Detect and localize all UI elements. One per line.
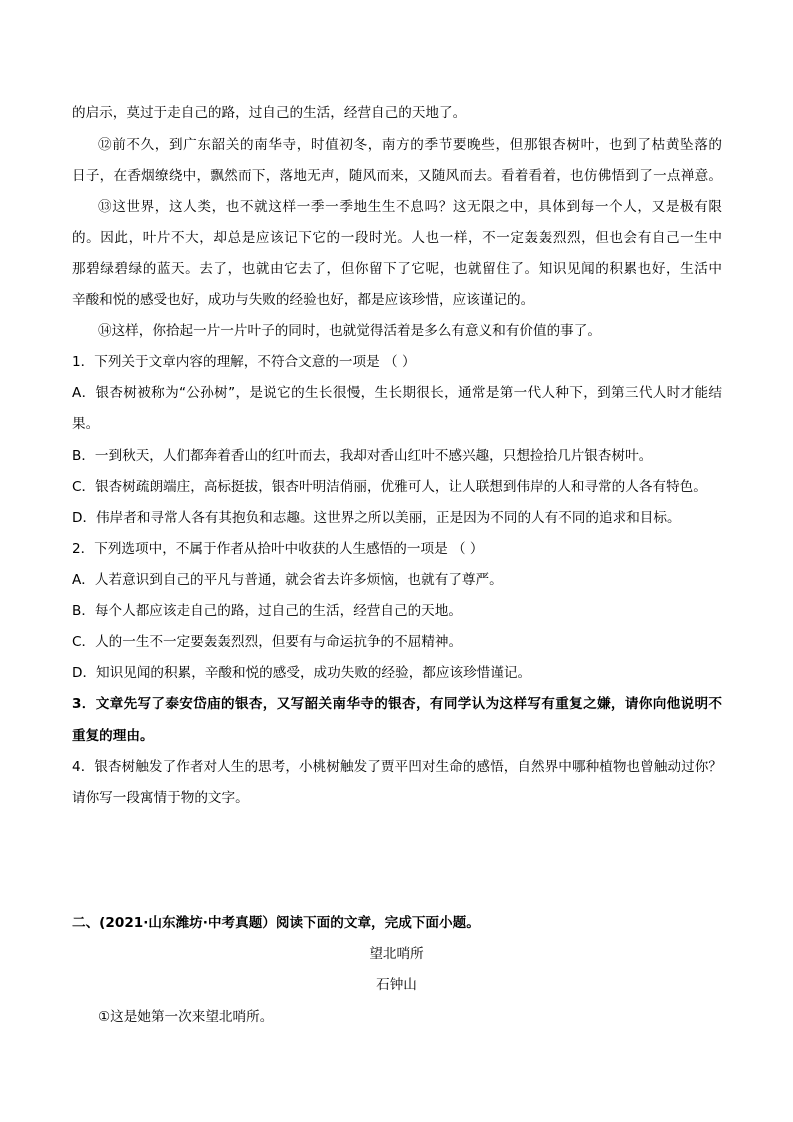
paragraph-12-line-2: 日子，在香烟缭绕中，飘然而下，落地无声，随风而来，又随风而去。看着看着，也仿佛悟到了一点禅意。 xyxy=(72,168,722,184)
paragraph-13-line-2: 的。因此，叶片不大，却总是应该记下它的一段时光。人也一样，不一定轰轰烈烈，但也会有自己一生中 xyxy=(72,230,722,246)
paragraph-11-tail: 的启示，莫过于走自己的路，过自己的生活，经营自己的天地了。 xyxy=(72,105,467,121)
section-two-heading: 二、(2021·山东潍坊·中考真题）阅读下面的文章，完成下面小题。 xyxy=(72,915,480,931)
question-2-option-d: D．知识见闻的积累，辛酸和悦的感受，成功失败的经验，都应该珍惜谨记。 xyxy=(72,665,532,681)
question-1-option-d: D．伟岸者和寻常人各有其抱负和志趣。这世界之所以美丽，正是因为不同的人有不同的追求和目标。 xyxy=(72,510,681,526)
paragraph-13-line-3: 那碧绿碧绿的蓝天。去了，也就由它去了，但你留下了它呢，也就留住了。知识见闻的积累也好，生活中 xyxy=(72,261,722,277)
question-1-option-a-line-1: A．银杏树被称为“公孙树”，是说它的生长很慢，生长期很长，通常是第一代人种下，到第三代人时才能结 xyxy=(72,385,722,401)
article-author: 石钟山 xyxy=(376,977,417,993)
article-title: 望北哨所 xyxy=(369,946,424,962)
question-1-option-a-line-2: 果。 xyxy=(72,416,100,432)
question-3-line-1: 3．文章先写了泰安岱庙的银杏，又写韶关南华寺的银杏，有同学认为这样写有重复之嫌，请你向他说明不 xyxy=(72,696,722,712)
question-4-line-1: 4．银杏树触发了作者对人生的思考，小桃树触发了贾平凹对生命的感悟，自然界中哪种植物也曾触动过你？ xyxy=(72,759,722,775)
paragraph-12-line-1: ⑫前不久，到广东韶关的南华寺，时值初冬，南方的季节要晚些，但那银杏树叶，也到了枯黄坠落的 xyxy=(98,137,722,153)
question-1-option-c: C．银杏树疏朗端庄，高标挺拔，银杏叶明洁俏丽，优雅可人，让人联想到伟岸的人和寻常的人各有特色。 xyxy=(72,479,707,495)
paragraph-13-line-1: ⑬这世界，这人类，也不就这样一季一季地生生不息吗？这无限之中，具体到每一个人，又是极有限 xyxy=(98,199,722,215)
article-paragraph-1: ①这是她第一次来望北哨所。 xyxy=(98,1009,274,1025)
question-2-option-c: C．人的一生不一定要轰轰烈烈，但要有与命运抗争的不屈精神。 xyxy=(72,634,463,650)
question-1-option-b: B．一到秋天，人们都奔着香山的红叶而去，我却对香山红叶不感兴趣，只想捡拾几片银杏树叶。 xyxy=(72,448,653,464)
question-2-option-b: B．每个人都应该走自己的路，过自己的生活，经营自己的天地。 xyxy=(72,603,462,619)
paragraph-14: ⑭这样，你拾起一片一片叶子的同时，也就觉得活着是多么有意义和有价值的事了。 xyxy=(98,323,601,339)
question-3-line-2: 重复的理由。 xyxy=(72,728,154,744)
question-1-stem: 1．下列关于文章内容的理解，不符合文意的一项是 （ ） xyxy=(72,354,416,370)
question-2-option-a: A．人若意识到自己的平凡与普通，就会省去许多烦恼，也就有了尊严。 xyxy=(72,572,503,588)
question-4-line-2: 请你写一段寓情于物的文字。 xyxy=(72,790,249,806)
paragraph-13-line-4: 辛酸和悦的感受也好，成功与失败的经验也好，都是应该珍惜，应该谨记的。 xyxy=(72,292,535,308)
question-2-stem: 2．下列选项中，不属于作者从拾叶中收获的人生感悟的一项是 （ ） xyxy=(72,541,484,557)
